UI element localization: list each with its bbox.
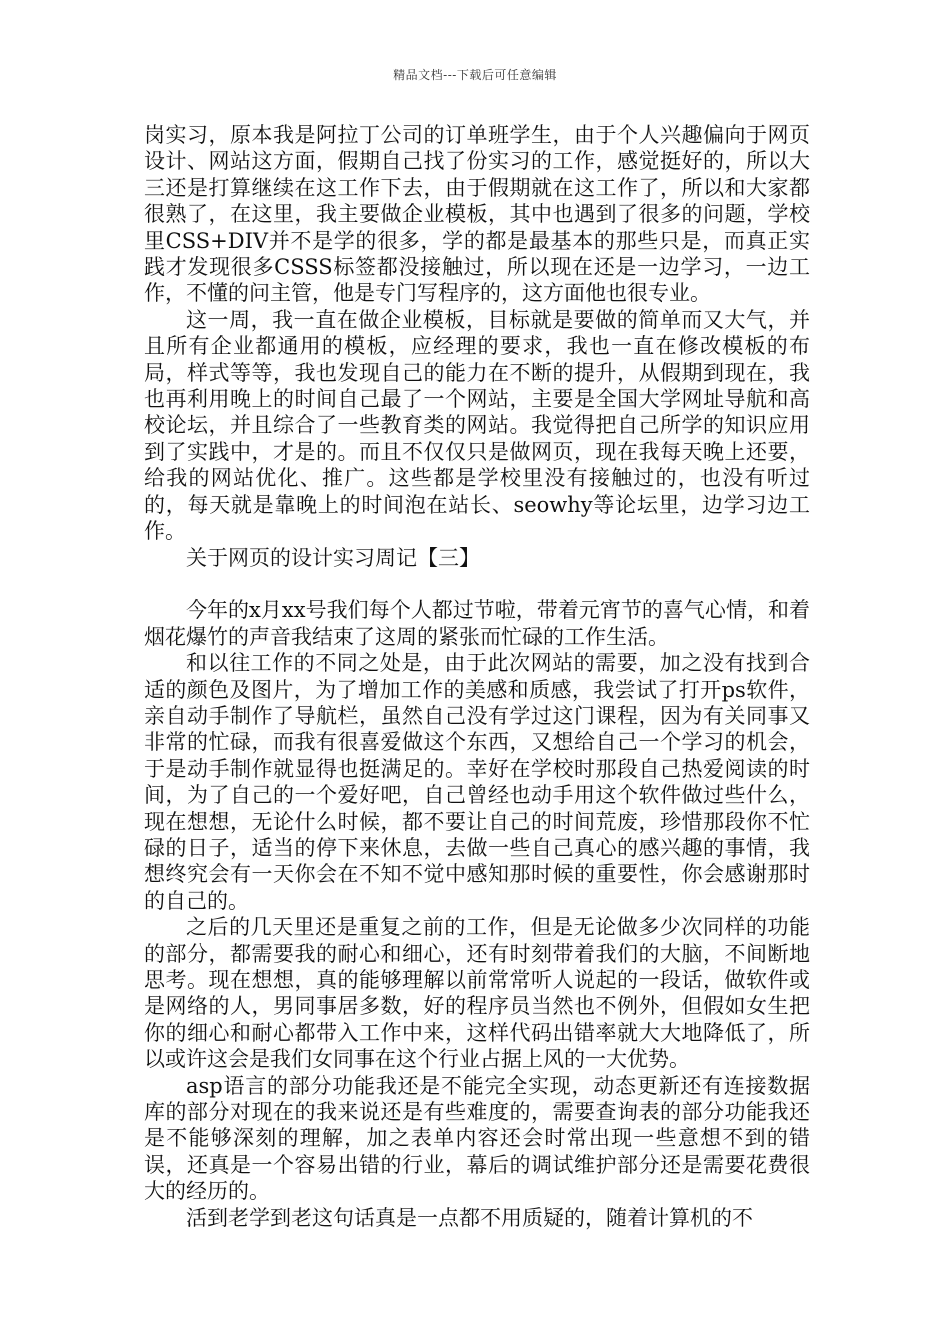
document-body (144, 122, 810, 1231)
paragraph: 这一周，我一直在做企业模板，目标就是要做的简单而又大气，并且所有企业都通用的模板，应经理的要求，我也一直在修改模板的布局，样式等等，我也发现自己的能力在不断的提升，从假期到现在，我也再利用晚上的时间自己最了一个网站，主要是全国大学网址导航和高校论坛，并且综合了一些教育类的网站。我觉得把自己所学的知识应用到了实践中，才是的。而且不仅仅只是做网页，现在我每天晚上还要，给我的网站优化、推广。这些都是学校里没有接触过的，也没有听过的，每天就是靠晚上的时间泡在站长、seowhy等论坛里，边学习边工作。 (144, 307, 810, 544)
paragraph: 和以往工作的不同之处是，由于此次网站的需要，加之没有找到合适的颜色及图片，为了增加工作的美感和质感，我尝试了打开ps软件，亲自动手制作了导航栏，虽然自己没有学过这门课程，因为有关同事又非常的忙碌，而我有很喜爱做这个东西，又想给自己一个学习的机会，于是动手制作就显得也挺满足的。幸好在学校时那段自己热爱阅读的时间，为了自己的一个爱好吧，自己曾经也动手用这个软件做过些什么，现在想想，无论什么时候，都不要让自己的时间荒废，珍惜那段你不忙碌的日子，适当的停下来休息，去做一些自己真心的感兴趣的事情，我想终究会有一天你会在不知不觉中感知那时候的重要性，你会感谢那时的自己的。 (144, 651, 810, 913)
paragraph: 今年的x月xx号我们每个人都过节啦，带着元宵节的喜气心情，和着烟花爆竹的声音我结束了这周的紧张而忙碌的工作生活。 (144, 598, 810, 649)
section-heading: 关于网页的设计实习周记【三】 (186, 545, 480, 570)
paragraph: 岗实习，原本我是阿拉丁公司的订单班学生，由于个人兴趣偏向于网页设计、网站这方面，假期自己找了份实习的工作，感觉挺好的，所以大三还是打算继续在这工作下去，由于假期就在这工作了，所以和大家都很熟了，在这里，我主要做企业模板，其中也遇到了很多的问题，学校里CSS+DIV并不是学的很多，学的都是最基本的那些只是，而真正实践才发现很多CSSS标签都没接触过，所以现在还是一边学习，一边工作，不懂的问主管，他是专门写程序的，这方面他也很专业。 (144, 123, 810, 306)
paragraph: 之后的几天里还是重复之前的工作，但是无论做多少次同样的功能的部分，都需要我的耐心和细心，还有时刻带着我们的大脑，不间断地思考。现在想想，真的能够理解以前常常听人说起的一段话，做软件或是网络的人，男同事居多数，好的程序员当然也不例外，但假如女生把你的细心和耐心都带入工作中来，这样代码出错率就大大地降低了，所以或许这会是我们女同事在这个行业占据上风的一大优势。 (144, 915, 810, 1072)
paragraph: asp语言的部分功能我还是不能完全实现，动态更新还有连接数据库的部分对现在的我来说还是有些难度的，需要查询表的部分功能我还是不能够深刻的理解，加之表单内容还会时常出现一些意想不到的错误，还真是一个容易出错的行业，幕后的调试维护部分还是需要花费很大的经历的。 (144, 1073, 810, 1204)
page-header: 精品文档---下载后可任意编辑 (393, 68, 557, 82)
paragraph: 活到老学到老这句话真是一点都不用质疑的，随着计算机的不 (186, 1205, 753, 1230)
